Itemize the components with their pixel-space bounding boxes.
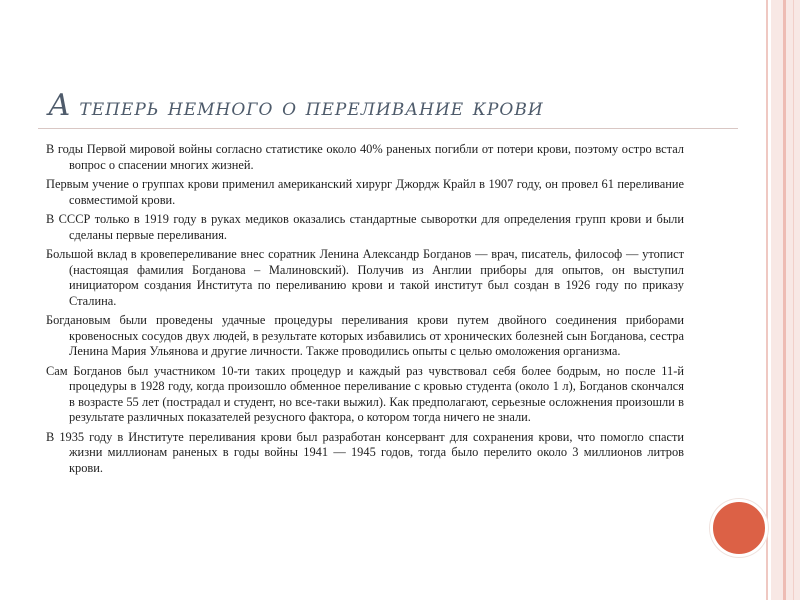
title-block [38, 88, 738, 129]
decorative-stripe [783, 0, 786, 600]
paragraph: Большой вклад в кровепереливание внес соратник Ленина Александр Богданов — врач, писатель, философ — утопист (настоящая фамилия Богданова – Малиновский). Получив из Англии приборы для опытов, он выступил инициатором создания Института по переливанию крови и такой институт был создан в 1926 году по приказу Сталина. [46, 247, 684, 308]
paragraph: В годы Первой мировой войны согласно статистике около 40% раненых погибли от потери крови, поэтому остро встал вопрос о спасении многих жизней. [46, 142, 684, 172]
paragraph: Первым учение о группах крови применил американский хирург Джордж Крайл в 1907 году, он провел 61 переливание совместимой крови. [46, 177, 684, 207]
paragraph: Богдановым были проведены удачные процедуры переливания крови путем двойного соединения приборами кровеносных сосудов двух людей, в результате которых избавились от хронических болезней сын Богданова, сестра Ленина Мария Ульянова и другие личности. Также проводились опыты с целью омоложения организма. [46, 313, 684, 358]
paragraph: В СССР только в 1919 году в руках медиков оказались стандартные сыворотки для определения групп крови и были сделаны первые переливания. [46, 212, 684, 242]
paragraph: Сам Богданов был участником 10-ти таких процедур и каждый раз чувствовал себя более бодрым, но после 11-й процедуры в 1928 году, когда произошло обменное переливание с кровью студента (около 1 л), Богданов скончался в возрасте 55 лет (пострадал и студент, но все-таки выжил). Как предполагают, серьезные осложнения произошли в результате различных показателей резусного фактора, о котором тогда ничего не знали. [46, 363, 684, 424]
slide-title-first-letter: А [48, 88, 71, 123]
slide-body [46, 142, 684, 480]
decorative-stripe [793, 0, 794, 600]
slide-title-rest: теперь немного о переливание крови [70, 93, 544, 121]
decorative-circle [710, 499, 768, 557]
slide-title [48, 88, 544, 123]
decorative-stripe [766, 0, 768, 600]
paragraph: В 1935 году в Институте переливания крови был разработан консервант для сохранения крови, что помогло спасти жизни миллионам раненых в годы войны 1941 — 1945 годов, тогда было перелито около 3 миллионов литров крови. [46, 429, 684, 475]
